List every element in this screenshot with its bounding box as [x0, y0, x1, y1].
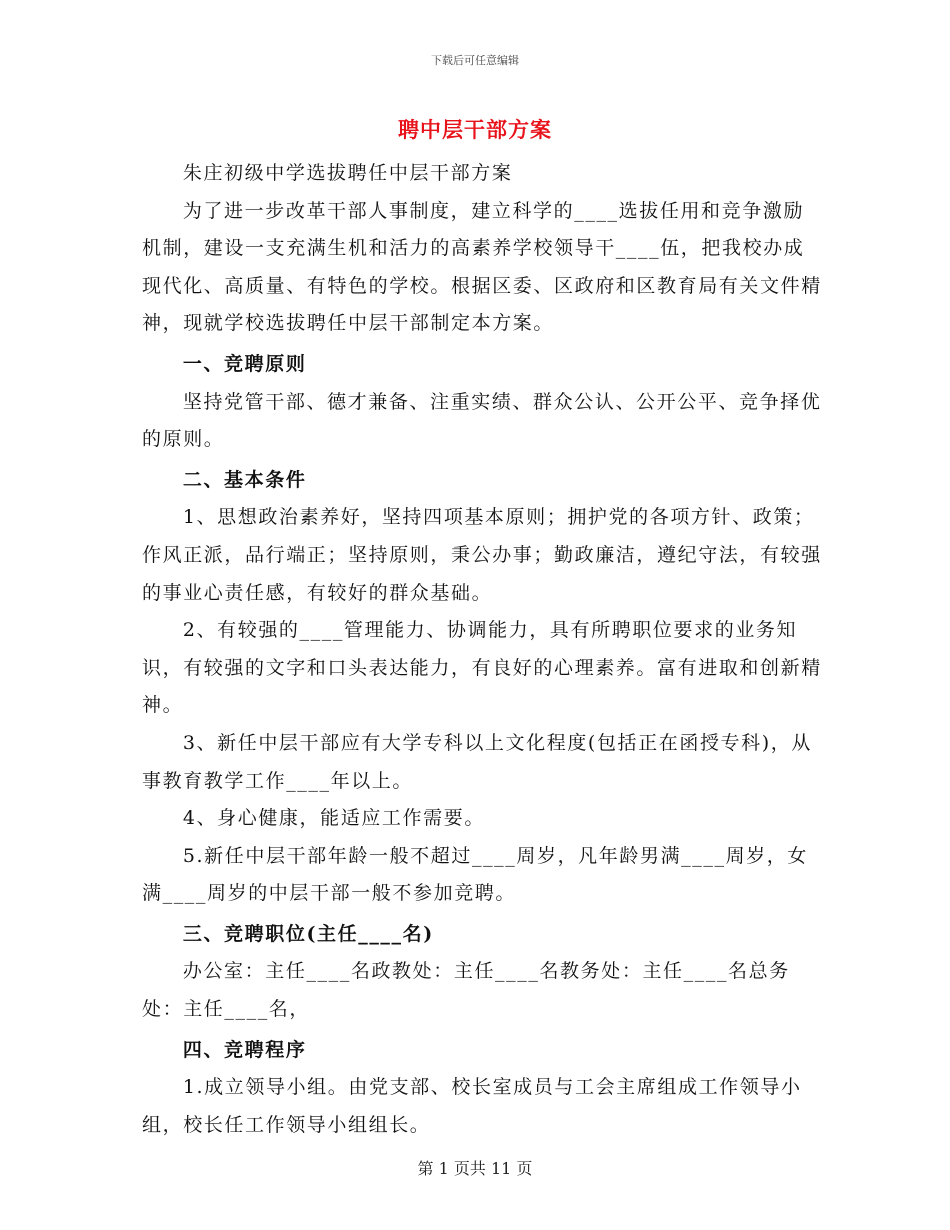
condition-item: 2、有较强的____管理能力、协调能力，具有所聘职位要求的业务知识，有较强的文字和口头表达能力，有良好的心理素养。富有进取和创新精神。 — [142, 619, 822, 717]
section-heading-conditions: 二、基本条件 — [182, 468, 307, 491]
document-body — [142, 155, 822, 1144]
page-number: 第 1 页共 11 页 — [417, 1159, 533, 1178]
section-heading-procedure: 四、竞聘程序 — [182, 1038, 307, 1061]
intro-paragraph: 为了进一步改革干部人事制度，建立科学的____选拔任用和竞争激励机制，建设一支充满生机和活力的高素养学校领导干____伍，把我校办成现代化、高质量、有特色的学校。根据区委、区政府和区教育局有关文件精神，现就学校选拔聘任中层干部制定本方案。 — [142, 199, 822, 335]
section-heading-principles: 一、竞聘原则 — [182, 352, 307, 375]
document-title: 聘中层干部方案 — [398, 117, 552, 142]
positions-paragraph: 办公室：主任____名政教处：主任____名教务处：主任____名总务处：主任____名， — [142, 960, 790, 1021]
header-note: 下载后可任意编辑 — [431, 54, 519, 67]
document-subtitle: 朱庄初级中学选拔聘任中层干部方案 — [182, 162, 513, 184]
condition-item: 4、身心健康，能适应工作需要。 — [182, 807, 485, 830]
condition-item: 3、新任中层干部应有大学专科以上文化程度(包括正在函授专科)，从事教育教学工作____年以上。 — [142, 731, 812, 792]
procedure-item: 1.成立领导小组。由党支部、校长室成员与工会主席组成工作领导小组，校长任工作领导小组组长。 — [142, 1076, 802, 1136]
condition-item: 5.新任中层干部年龄一般不超过____周岁，凡年龄男满____周岁，女满____周岁的中层干部一般不参加竞聘。 — [142, 844, 808, 905]
condition-item: 1、思想政治素养好，坚持四项基本原则；拥护党的各项方针、政策；作风正派，品行端正；坚持原则，秉公办事；勤政廉洁，遵纪守法，有较强的事业心责任感，有较好的群众基础。 — [142, 506, 822, 604]
principles-paragraph: 坚持党管干部、德才兼备、注重实绩、群众公认、公开公平、竞争择优的原则。 — [142, 390, 822, 451]
section-heading-positions: 三、竞聘职位(主任____名) — [182, 922, 434, 945]
